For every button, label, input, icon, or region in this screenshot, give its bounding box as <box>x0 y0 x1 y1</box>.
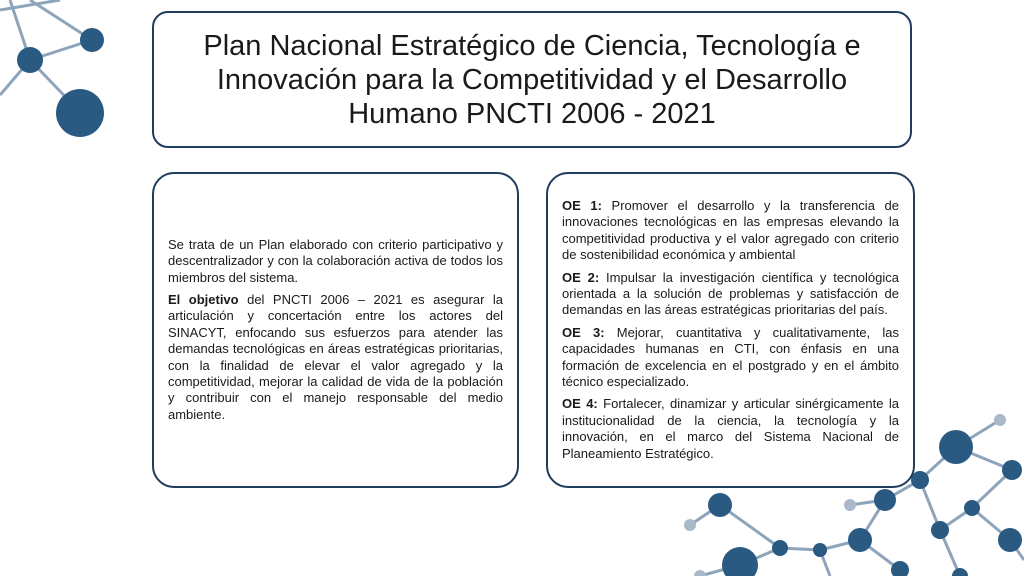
objective-item-text: Impulsar la investigación científica y tecnológica orientada a la solución de problemas y satisfacción de demandas en las áreas estratégicas prioritarias del país. <box>562 269 899 318</box>
objective-label: El objetivo <box>168 291 239 307</box>
title-box <box>152 11 912 148</box>
objective-item-text: Fortalecer, dinamizar y articular sinérgicamente la institucionalidad de la ciencia, la tecnología y la innovación, en el marco del Sistema Nacional de Planeamiento Estratégico. <box>562 396 899 461</box>
objective-item <box>562 325 899 391</box>
objective-item-label: OE 1: <box>562 198 602 213</box>
objective-item-text: Mejorar, cuantitativa y cualitativamente, las capacidades humanas en CTI, con énfasis en una formación de excelencia en el postgrado y en el ámbito técnico especializado. <box>562 324 899 390</box>
objective-item <box>562 396 899 462</box>
description-card <box>152 172 519 488</box>
objectives-card <box>546 172 915 488</box>
page-title: Plan Nacional Estratégico de Ciencia, Tecnología e Innovación para la Competitividad y el Desarrollo Humano PNCTI 2006 - 2021 <box>203 29 861 130</box>
intro-paragraph: Se trata de un Plan elaborado con criterio participativo y descentralizador y con la colaboración activa de todos los miembros del sistema. <box>168 236 503 285</box>
objective-item <box>562 270 899 319</box>
objective-item-text: Promover el desarrollo y la transferencia de innovaciones tecnológicas en las empresas elevando la competitividad productiva y el valor agregado con criterio de sostenibilidad económica y ambiental <box>562 198 899 263</box>
objective-item-label: OE 4: <box>562 396 598 412</box>
network-top-left-nodes <box>17 28 104 137</box>
objective-paragraph <box>168 292 503 423</box>
objective-item-label: OE 2: <box>562 269 600 285</box>
objective-item <box>562 198 899 264</box>
objective-text: del PNCTI 2006 – 2021 es asegurar la articulación y concertación entre los actores del SINACYT, enfocando sus esfuerzos para atender las demandas tecnológicas en áreas estratégicas prioritarias, con la finalidad de elevar el valor agregado y la competitividad, mejorar la calidad de vida de la población y contribuir con el manejo responsable del medio ambiente. <box>168 291 504 422</box>
objective-item-label: OE 3: <box>562 324 605 340</box>
